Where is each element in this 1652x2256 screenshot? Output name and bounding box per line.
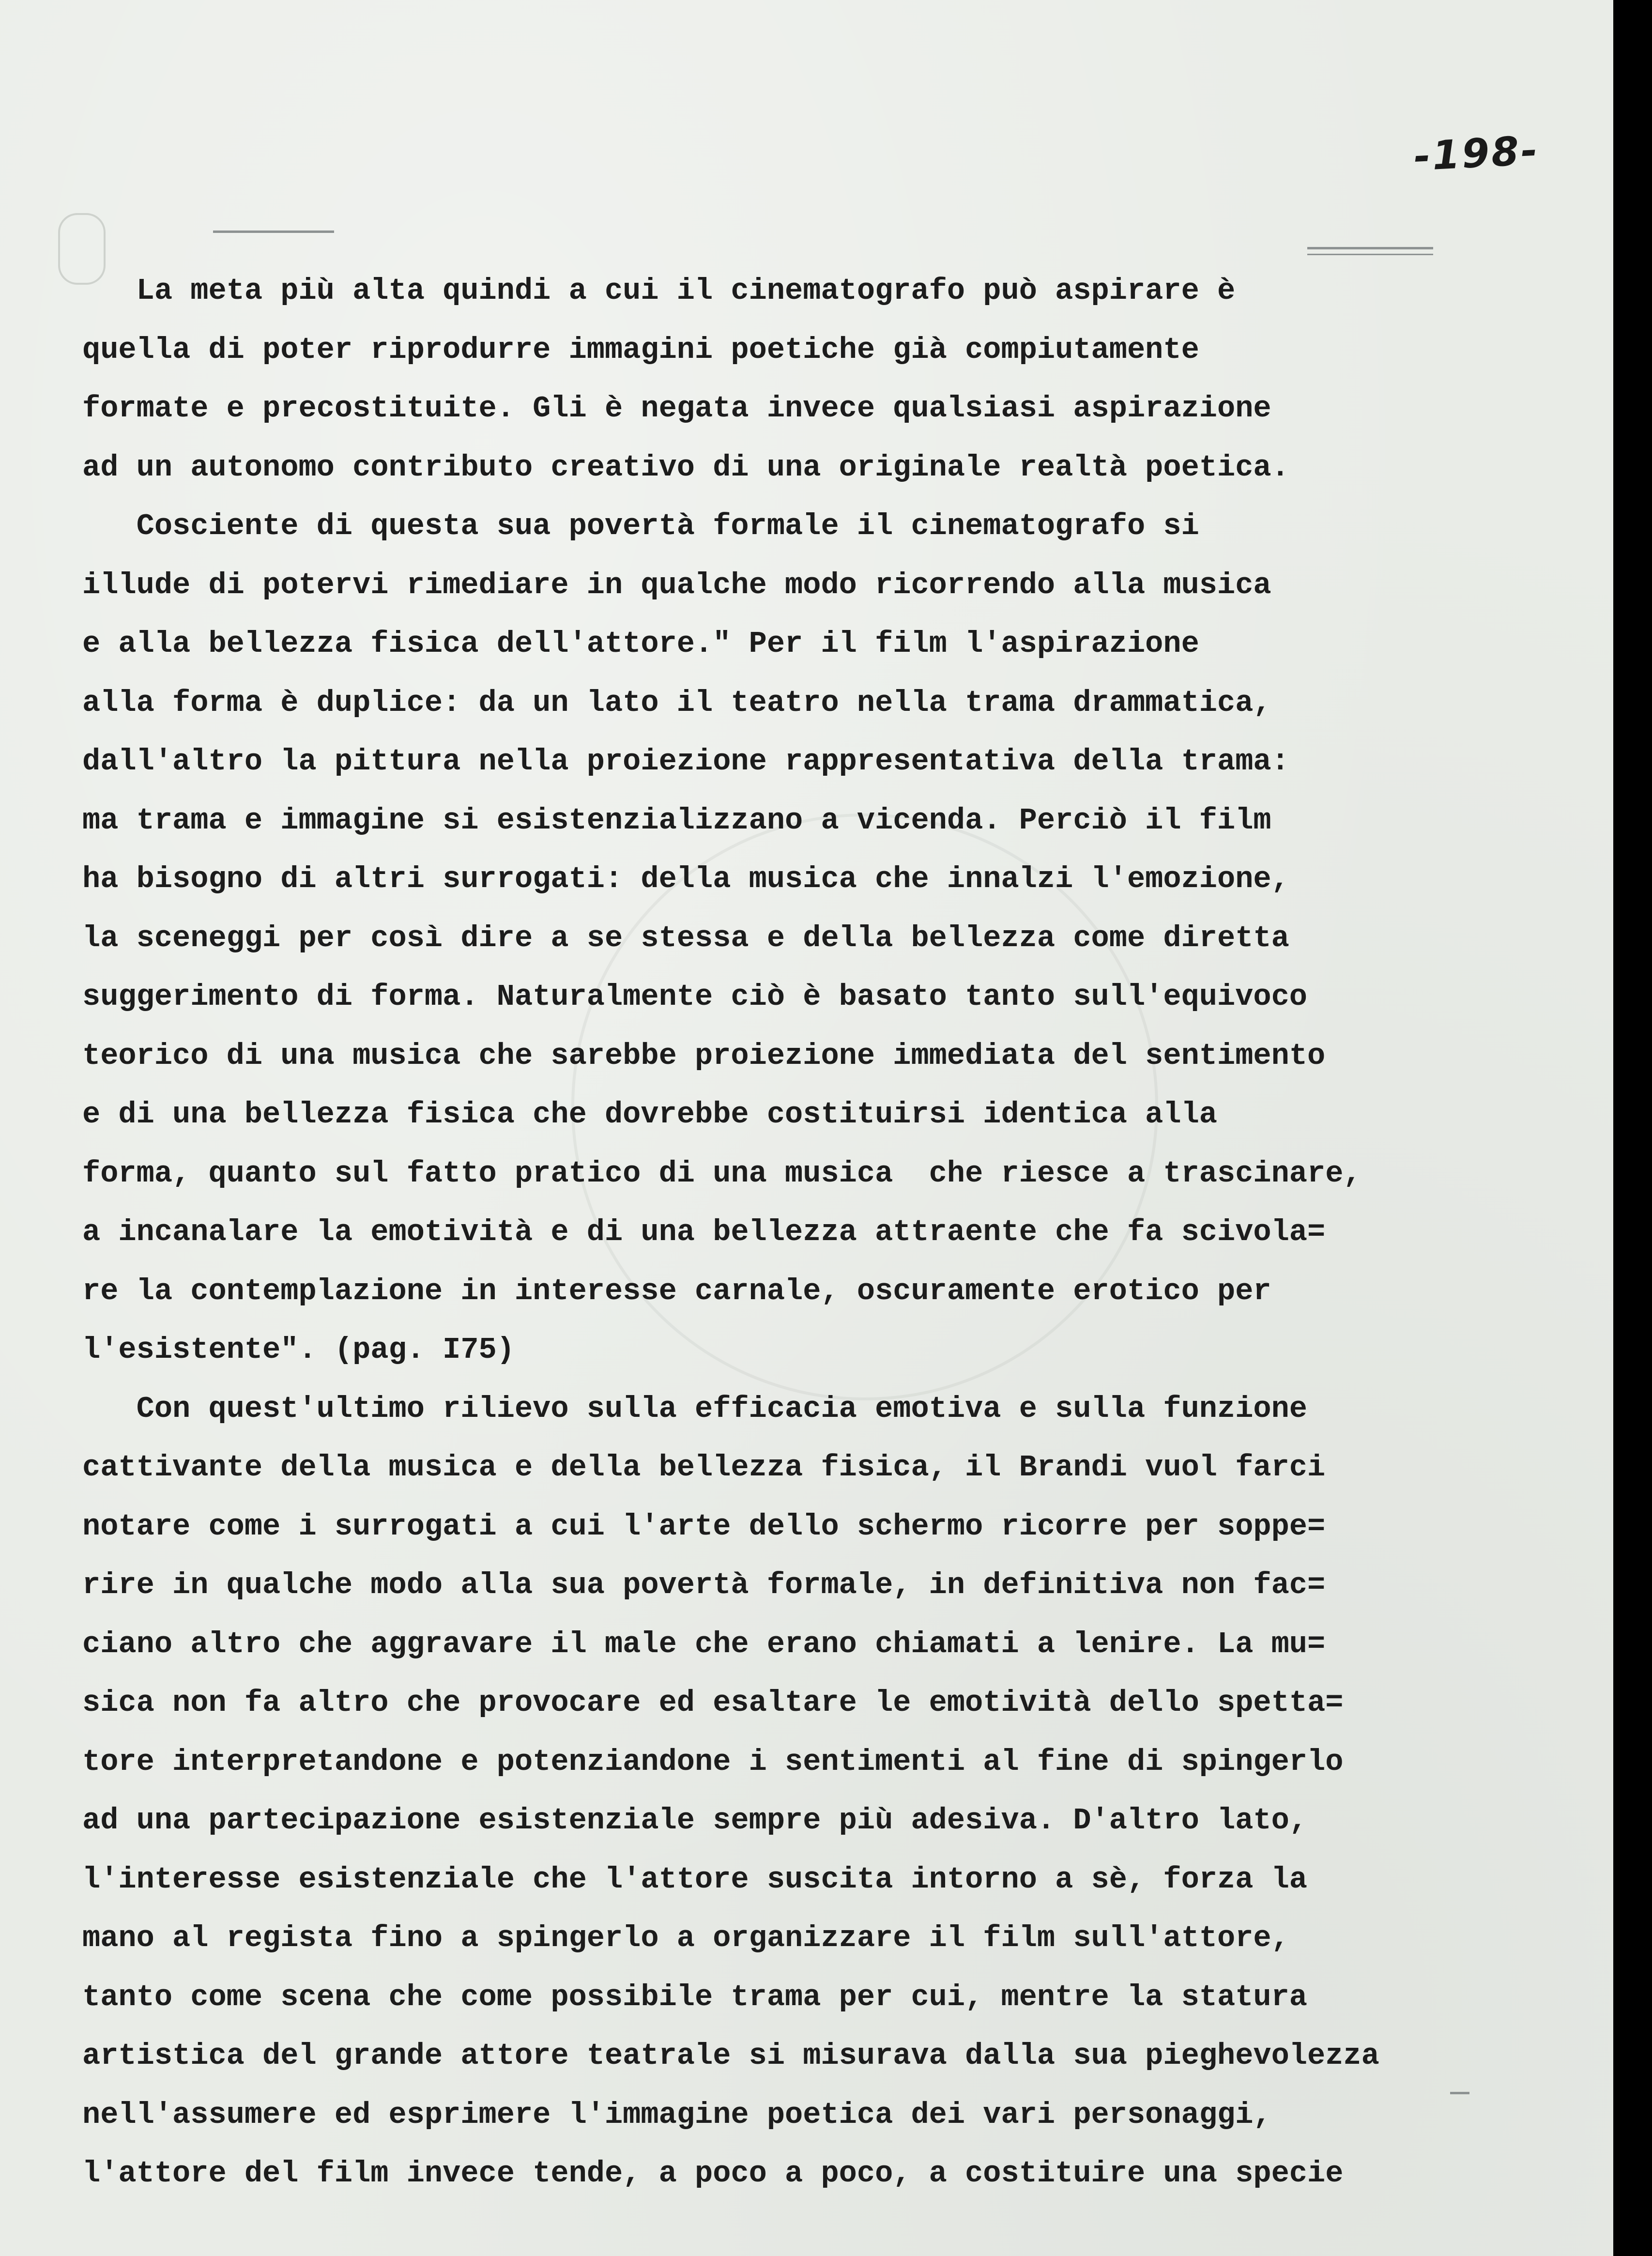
text-line: Cosciente di questa sua povertà formale il cinematografo si: [82, 509, 1199, 543]
text-line: sica non fa altro che provocare ed esaltare le emotività dello spetta=: [82, 1686, 1344, 1720]
text-line: l'interesse esistenziale che l'attore suscita intorno a sè, forza la: [82, 1862, 1308, 1897]
margin-tick-mark: [1450, 2092, 1469, 2094]
text-line: Con quest'ultimo rilievo sulla efficacia emotiva e sulla funzione: [82, 1391, 1308, 1426]
text-line: formate e precostituite. Gli è negata invece qualsiasi aspirazione: [82, 391, 1271, 426]
header-rule-right-double: [1307, 254, 1433, 255]
text-line: e di una bellezza fisica che dovrebbe costituirsi identica alla: [82, 1097, 1217, 1132]
text-line: teorico di una musica che sarebbe proiezione immediata del sentimento: [82, 1038, 1326, 1073]
text-line: La meta più alta quindi a cui il cinematografo può aspirare è: [82, 274, 1236, 308]
text-line: mano al regista fino a spingerlo a organizzare il film sull'attore,: [82, 1921, 1289, 1955]
text-line: la sceneggi per così dire a se stessa e della bellezza come diretta: [82, 921, 1289, 955]
text-line: alla forma è duplice: da un lato il teatro nella trama drammatica,: [82, 685, 1271, 720]
text-line: ha bisogno di altri surrogati: della musica che innalzi l'emozione,: [82, 862, 1289, 896]
text-line: suggerimento di forma. Naturalmente ciò è basato tanto sull'equivoco: [82, 980, 1308, 1014]
text-line: nell'assumere ed esprimere l'immagine poetica dei vari personaggi,: [82, 2097, 1271, 2132]
text-line: re la contemplazione in interesse carnale, oscuramente erotico per: [82, 1274, 1271, 1308]
text-line: tanto come scena che come possibile trama per cui, mentre la statura: [82, 1980, 1308, 2014]
text-line: ma trama e immagine si esistenzializzano a vicenda. Perciò il film: [82, 803, 1271, 838]
text-line: l'attore del film invece tende, a poco a poco, a costituire una specie: [82, 2156, 1344, 2191]
text-line: quella di poter riprodurre immagini poetiche già compiutamente: [82, 332, 1199, 367]
text-line: illude di potervi rimediare in qualche modo ricorrendo alla musica: [82, 568, 1271, 602]
header-rule-right: [1307, 247, 1433, 249]
text-line: forma, quanto sul fatto pratico di una musica che riesce a trascinare,: [82, 1156, 1361, 1191]
typed-text-body: [82, 261, 1535, 2203]
text-line: rire in qualche modo alla sua povertà formale, in definitiva non fac=: [82, 1568, 1326, 1602]
text-line: a incanalare la emotività e di una bellezza attraente che fa scivola=: [82, 1215, 1326, 1249]
header-rule-left: [213, 230, 334, 233]
text-line: e alla bellezza fisica dell'attore." Per il film l'aspirazione: [82, 627, 1199, 661]
text-line: notare come i surrogati a cui l'arte dello schermo ricorre per soppe=: [82, 1509, 1326, 1544]
text-line: l'esistente". (pag. I75): [82, 1333, 515, 1367]
text-line: ad una partecipazione esistenziale sempre più adesiva. D'altro lato,: [82, 1803, 1308, 1838]
text-line: cattivante della musica e della bellezza fisica, il Brandi vuol farci: [82, 1450, 1326, 1485]
page-number: -198-: [1412, 127, 1541, 180]
text-line: ciano altro che aggravare il male che erano chiamati a lenire. La mu=: [82, 1627, 1326, 1661]
text-line: artistica del grande attore teatrale si misurava dalla sua pieghevolezza: [82, 2039, 1379, 2073]
text-line: ad un autonomo contributo creativo di una originale realtà poetica.: [82, 450, 1289, 485]
text-line: tore interpretandone e potenziandone i sentimenti al fine di spingerlo: [82, 1744, 1344, 1779]
text-line: dall'altro la pittura nella proiezione rappresentativa della trama:: [82, 744, 1289, 779]
